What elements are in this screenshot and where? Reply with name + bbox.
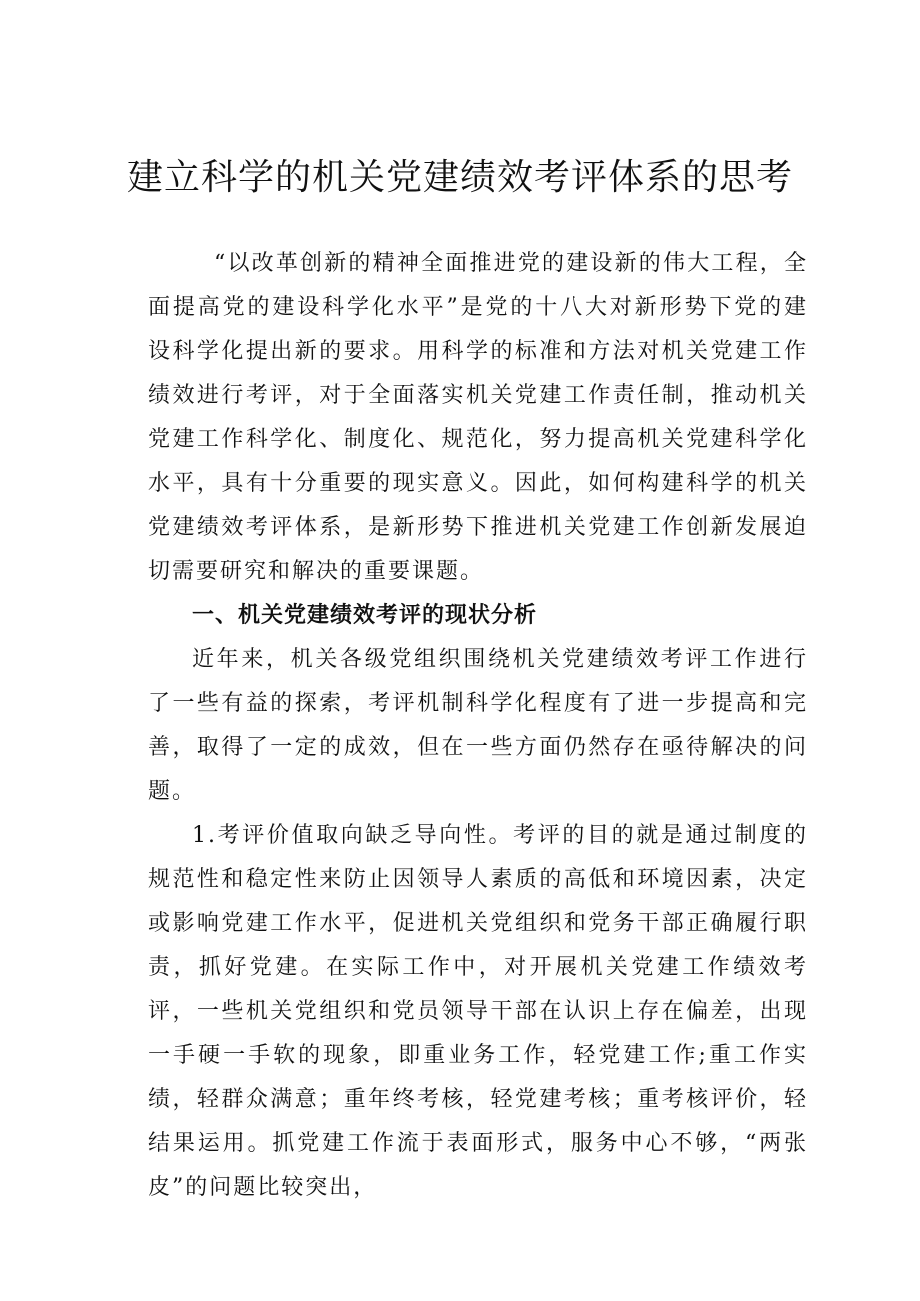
point-one-paragraph: 1.考评价值取向缺乏导向性。考评的目的就是通过制度的规范性和稳定性来防止因领导人素质的高低和环境因素，决定或影响党建工作水平，促进机关党组织和党务干部正确履行职责，抓好党建。在实际工作中，对开展机关党建工作绩效考评，一些机关党组织和党员领导干部在认识上存在偏差，出现一手硬一手软的现象，即重业务工作，轻党建工作;重工作实绩，轻群众满意；重年终考核，轻党建考核；重考核评价，轻结果运用。抓党建工作流于表面形式，服务中心不够，“两张皮”的问题比较突出， <box>148 823 808 1200</box>
section-heading: 一、机关党建绩效考评的现状分析 <box>192 603 538 628</box>
document-title: 建立科学的机关党建绩效考评体系的思考 <box>126 157 793 198</box>
intro-paragraph: “以改革创新的精神全面推进党的建设新的伟大工程，全面提高党的建设科学化水平”是党的十八大对新形势下党的建设科学化提出新的要求。用科学的标准和方法对机关党建工作绩效进行考评，对于全面落实机关党建工作责任制，推动机关党建工作科学化、制度化、规范化，努力提高机关党建科学化水平，具有十分重要的现实意义。因此，如何构建科学的机关党建绩效考评体系，是新形势下推进机关党建工作创新发展迫切需要研究和解决的重要课题。 <box>148 251 808 584</box>
document-body <box>148 242 808 1210</box>
status-paragraph: 近年来，机关各级党组织围绕机关党建绩效考评工作进行了一些有益的探索，考评机制科学化程度有了进一步提高和完善，取得了一定的成效，但在一些方面仍然存在亟待解决的问题。 <box>148 647 808 804</box>
